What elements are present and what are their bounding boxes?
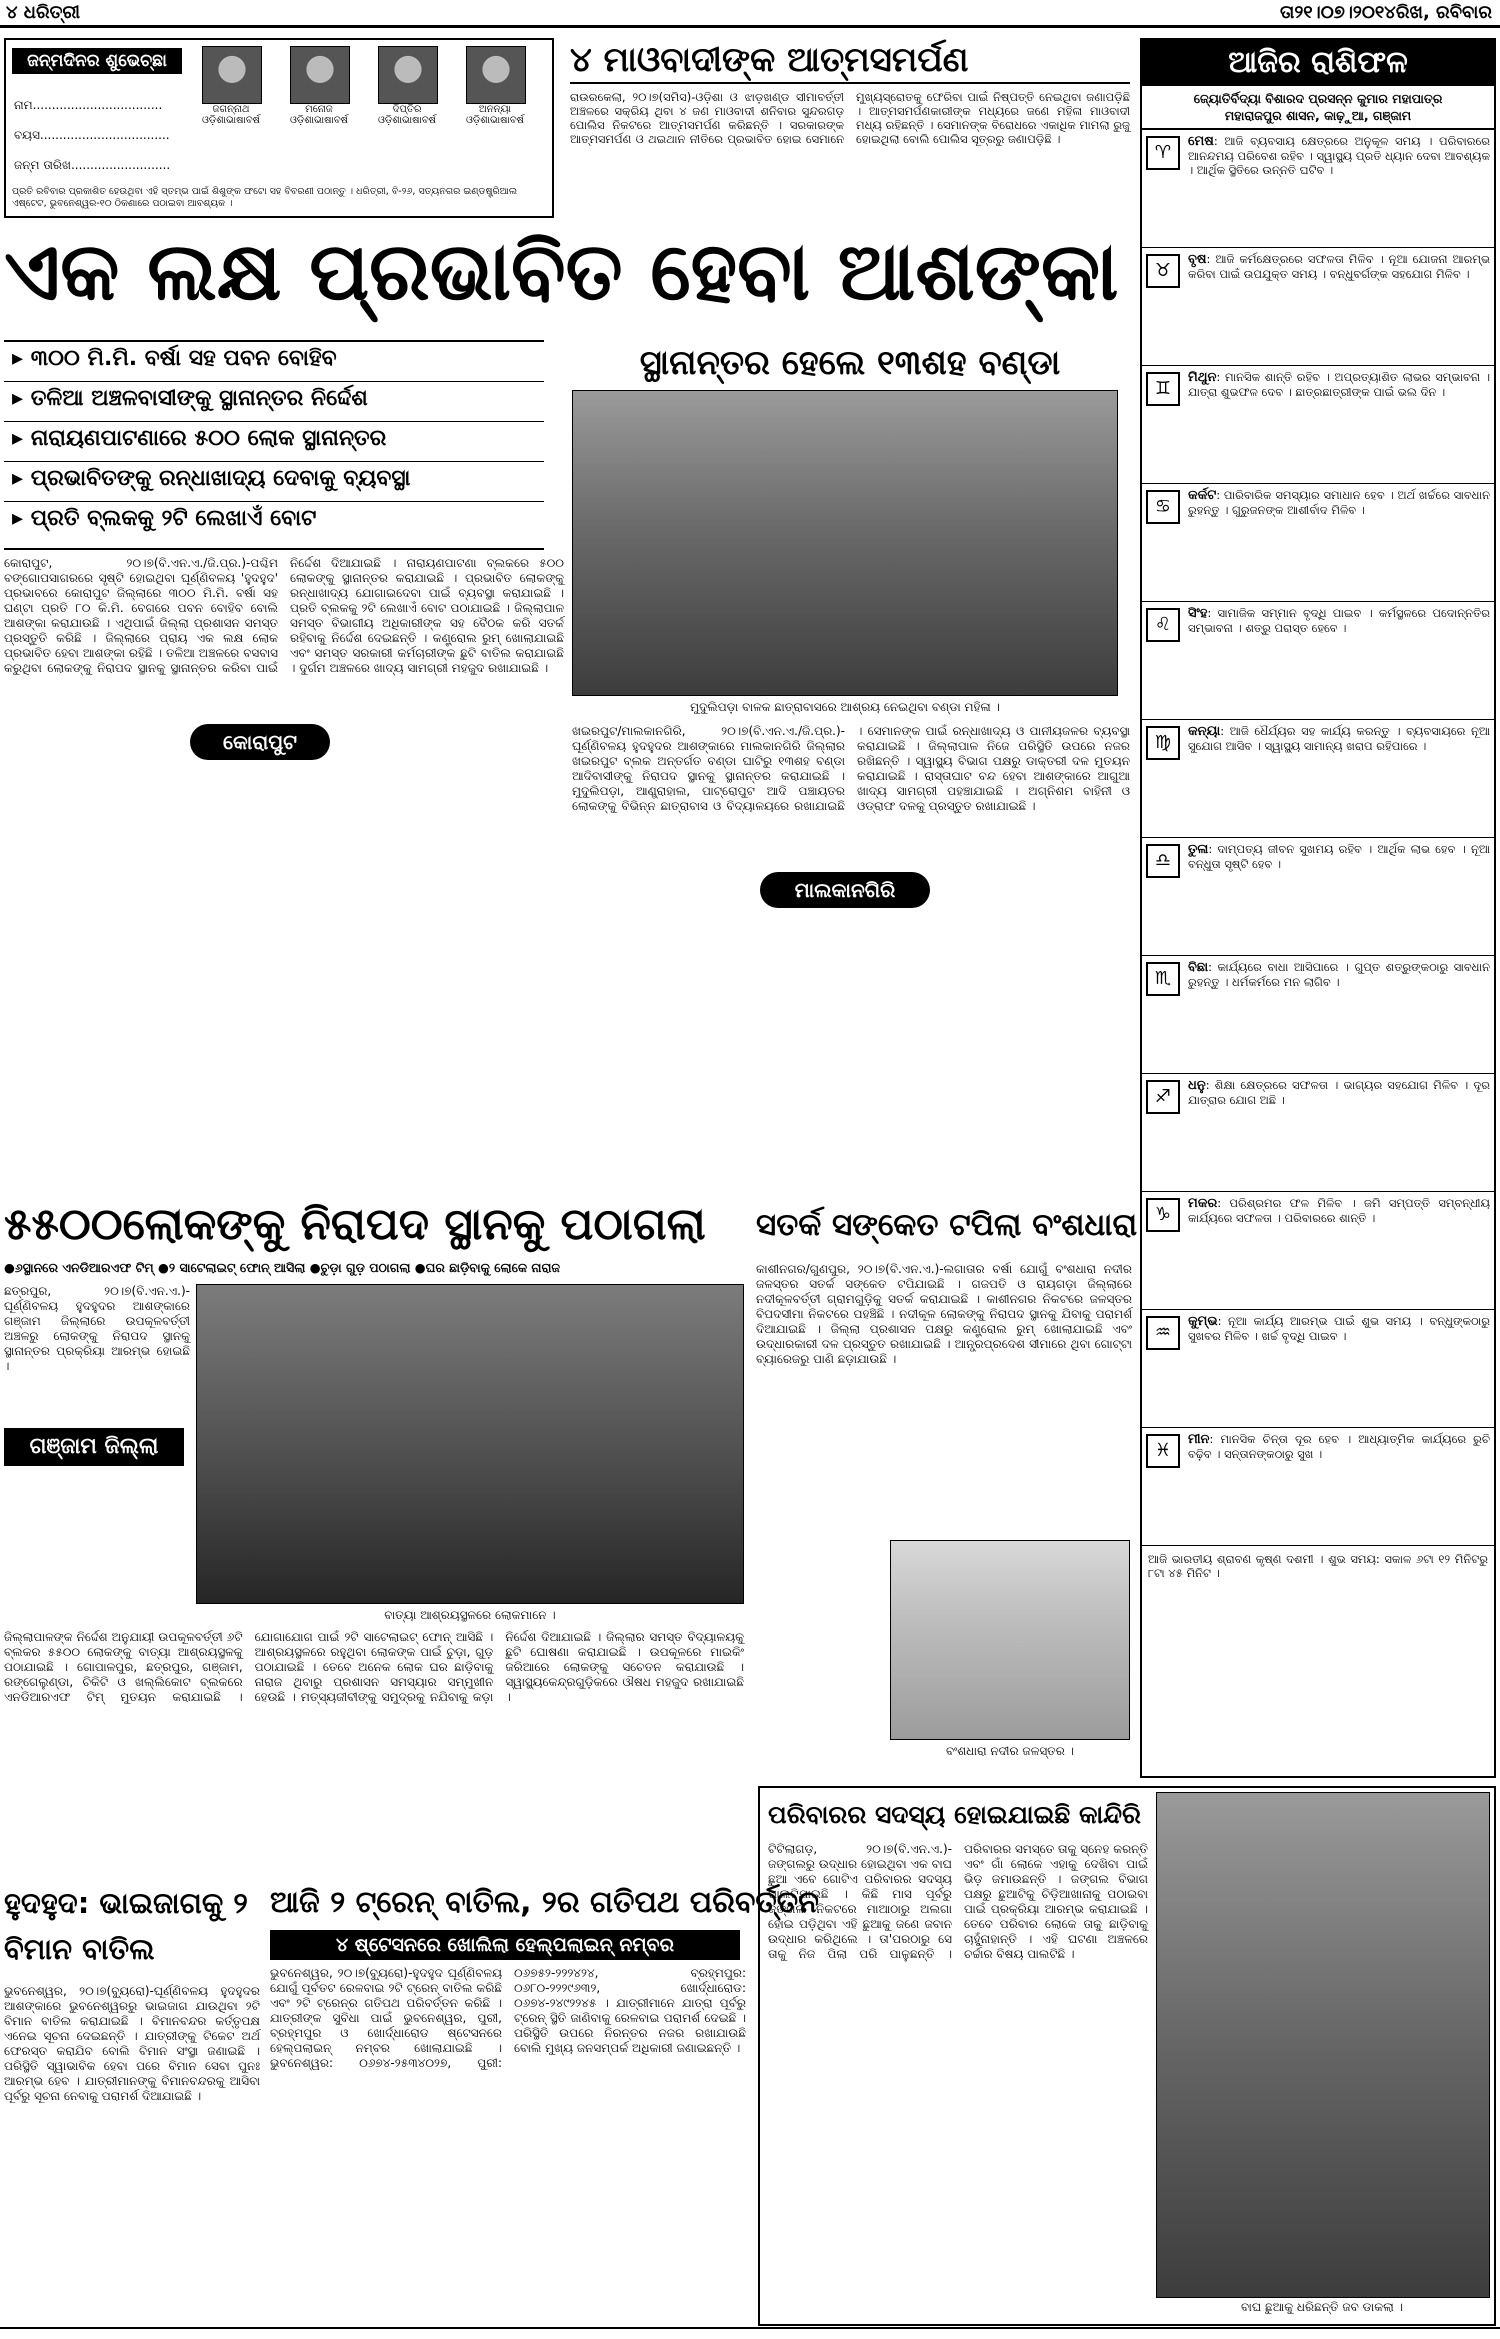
horoscope-byline: ଜ୍ୟୋତିର୍ବିଦ୍ୟା ବିଶାରଦ ପ୍ରସନ୍ନ କୁମାର ମହାପାତ୍ର ମହାରାଜପୁର ଶାସନ, କାଢ଼ୁଆ, ଗଞ୍ଜାମ <box>1142 86 1494 130</box>
scales-icon: ♎ <box>1146 844 1180 878</box>
sign-separator: : <box>1216 370 1225 384</box>
trains-subhead: ୪ ଷ୍ଟେସନରେ ଖୋଲିଲା ହେଲ୍ପଲାଇନ୍ ନମ୍ବର <box>270 1930 740 1960</box>
horoscope-sign <box>1142 956 1494 1074</box>
twins-icon: ♊ <box>1146 372 1180 406</box>
pot-icon: ♒ <box>1146 1316 1180 1350</box>
vamsadhara-body: କାଶୀନଗର/ଗୁଣପୁର, ୨୦।୭(ବି.ଏନ.ଏ.)-ଲଗାତାର ବର୍ଷା ଯୋଗୁଁ ବଂଶଧାରା ନଦୀର ଜଳସ୍ତର ସତର୍କ ସଙ୍କେତ ଟପିଯାଇଛି । ଗଜପତି ଓ ରାୟଗଡ଼ା ଜିଲ୍ଲାରେ ନଦୀକୂଳବର୍ତ୍ତୀ ଗ୍ରାମଗୁଡ଼ିକୁ ସତର୍କ କରାଯାଇଛି । କାଶୀନଗର ନିକଟରେ ଜଳସ୍ତର ବିପଦସୀମା ନିକଟରେ ପହଞ୍ଚିଛି । ନଦୀକୂଳ ଲୋକଙ୍କୁ ନିରାପଦ ସ୍ଥାନକୁ ଯିବାକୁ ପରାମର୍ଶ ଦିଆଯାଇଛି । ଜିଲ୍ଲା ପ୍ରଶାସନ ପକ୍ଷରୁ କଣ୍ଟ୍ରୋଲ ରୁମ୍ ଖୋଲାଯାଇଛି ଏବଂ ଉଦ୍ଧାରକାରୀ ଦଳ ପ୍ରସ୍ତୁତ ରଖାଯାଇଛି । ଆନ୍ଧ୍ରପ୍ରଦେଶ ସୀମାରେ ଥିବା ଗୋଟ୍ଟା ବ୍ୟାରେଜରୁ ପାଣି ଛଡ଼ାଯାଉଛି । <box>756 1262 1132 1366</box>
horoscope-sign <box>1142 602 1494 720</box>
main-headline: ଏକ ଲକ୍ଷ ପ୍ରଭାବିତ ହେବା ଆଶଙ୍କା <box>4 225 1119 318</box>
sign-name: ସିଂହ <box>1188 606 1208 621</box>
bullet-list <box>4 340 544 550</box>
family-caption: ବାଘ ଛୁଆକୁ ଧରିଛନ୍ତି ଜବ ଡାକଲା । <box>1240 2300 1404 2314</box>
sign-name: ମୀନ <box>1188 1432 1210 1447</box>
lion-icon: ♌ <box>1146 608 1180 642</box>
fish-icon: ♓ <box>1146 1434 1180 1468</box>
leopard-photo <box>1156 1792 1490 2298</box>
family-headline: ପରିବାରର ସଦସ୍ୟ ହୋଇଯାଇଛି କାନ୍ଦିରି <box>768 1800 1141 1829</box>
ganjam-body: ଜିଲ୍ଲାପାଳଙ୍କ ନିର୍ଦ୍ଦେଶ ଅନୁଯାୟୀ ଉପକୂଳବର୍ତ୍ତୀ ୬ଟି ବ୍ଲକର ୫୫୦୦ ଲୋକଙ୍କୁ ବାତ୍ୟା ଆଶ୍ରୟସ୍ଥଳକୁ ପଠାଯାଇଛି । ଗୋପାଳପୁର, ଛତ୍ରପୁର, ଗଞ୍ଜାମ, ରଙ୍ଗେଲୁଣ୍ଡା, ଚିକିଟି ଓ ଖଲ୍ଲିକୋଟ ବ୍ଲକରେ ଏନଡିଆରଏଫ ଟିମ୍ ମୁତୟନ କରାଯାଇଛି । ଯୋଗାଯୋଗ ପାଇଁ ୨ଟି ସାଟେଲାଇଟ୍ ଫୋନ୍ ଆସିଛି । ଆଶ୍ରୟସ୍ଥଳରେ ରହୁଥିବା ଲୋକଙ୍କ ପାଇଁ ଚୁଡ଼ା, ଗୁଡ଼ ପଠାଯାଇଛି । ତେବେ ଅନେକ ଲୋକ ଘର ଛାଡ଼ିବାକୁ ନାରାଜ ଥିବାରୁ ପ୍ରଶାସନ ସମସ୍ୟାର ସମ୍ମୁଖୀନ ହେଉଛି । ମତ୍ସ୍ୟଜୀବୀଙ୍କୁ ସମୁଦ୍ରକୁ ନଯିବାକୁ କଡ଼ା ନିର୍ଦ୍ଦେଶ ଦିଆଯାଇଛି । ଜିଲ୍ଲାର ସମସ୍ତ ବିଦ୍ୟାଳୟକୁ ଛୁଟି ଘୋଷଣା କରାଯାଇଛି । ଉପକୂଳରେ ମାଇକିଂ ଜରିଆରେ ଲୋକଙ୍କୁ ସଚେତନ କରାଯାଉଛି । ସ୍ୱାସ୍ଥ୍ୟକେନ୍ଦ୍ରଗୁଡ଼ିକରେ ଔଷଧ ମହଜୁଦ ରଖାଯାଇଛି । <box>4 1630 744 1704</box>
family-body: ଟିଟିଲାଗଡ଼, ୨୦।୭(ବି.ଏନ.ଏ.)-ଜଙ୍ଗଲରୁ ଉଦ୍ଧାର ହୋଇଥିବା ଏକ ବାଘ ଛୁଆ ଏବେ ଗୋଟିଏ ପରିବାରର ସଦସ୍ୟ ପାଲଟିଯାଇଛି । କିଛି ମାସ ପୂର୍ବରୁ ଜଙ୍ଗଲ ନିକଟରେ ମାଆଠାରୁ ଅଲଗା ହୋଇ ପଡ଼ିଥିବା ଏହି ଛୁଆକୁ ଜଣେ ଜବାନ ଉଦ୍ଧାର କରିଥିଲେ । ତା'ପରଠାରୁ ସେ ତାକୁ ନିଜ ପିଲା ପରି ପାଳୁଛନ୍ତି । ପରିବାରର ସମସ୍ତେ ତାକୁ ସ୍ନେହ କରନ୍ତି ଏବଂ ଗାଁ ଲୋକେ ଏହାକୁ ଦେଖିବା ପାଇଁ ଭିଡ଼ ଜମାଉଛନ୍ତି । ଜଙ୍ଗଲ ବିଭାଗ ପକ୍ଷରୁ ଛୁଆଟିକୁ ଚିଡ଼ିଆଖାନାକୁ ପଠାଇବା ପାଇଁ ପ୍ରକ୍ରିୟା ଆରମ୍ଭ କରାଯାଇଛି । ତେବେ ପରିବାର ଲୋକେ ତାକୁ ଛାଡ଼ିବାକୁ ଚାହୁଁନାହାନ୍ତି । ଏହି ଘଟଣା ଅଞ୍ଚଳରେ ଚର୍ଚ୍ଚାର ବିଷୟ ପାଲଟିଛି । <box>768 1842 1148 1961</box>
family-story <box>758 1786 1496 2326</box>
horoscope-sign <box>1142 720 1494 838</box>
child-photo <box>466 46 526 104</box>
maoist-body: ରାଉରକେଲା, ୨୦।୭(ସମିସ)-ଓଡ଼ିଶା ଓ ଝାଡ଼ଖଣ୍ଡ ସୀମାବର୍ତ୍ତୀ ଅଞ୍ଚଳରେ ସକ୍ରିୟ ଥିବା ୪ ଜଣ ମାଓବାଦୀ ଶନିବାର ସୁନ୍ଦରଗଡ଼ ପୋଲିସ ନିକଟରେ ଆତ୍ମସମର୍ପଣ କରିଛନ୍ତି । ସରକାରଙ୍କ ଆତ୍ମସମର୍ପଣ ଓ ଥଇଥାନ ନୀତିରେ ପ୍ରଭାବିତ ହୋଇ ସେମାନେ ମୁଖ୍ୟସ୍ରୋତକୁ ଫେରିବା ପାଇଁ ନିଷ୍ପତ୍ତି ନେଇଥିବା ଜଣାପଡ଼ିଛି । ଆତ୍ମସମର୍ପଣକାରୀଙ୍କ ମଧ୍ୟରେ ଜଣେ ମହିଳା ମାଓବାଦୀ ମଧ୍ୟ ରହିଛନ୍ତି । ସେମାନଙ୍କ ବିରୋଧରେ ଏକାଧିକ ମାମଲା ରୁଜୁ ହୋଇଥିଲା ବୋଲି ପୋଲିସ ସୂତ୍ରରୁ ଜଣାପଡ଼ିଛି । <box>570 90 1130 146</box>
child-note: ଓଡ଼ିଶାଭାଷାବର୍ଷ <box>201 115 261 126</box>
birthday-box <box>4 38 554 218</box>
sign-separator: : <box>1209 1432 1221 1446</box>
sign-separator: : <box>1207 606 1218 620</box>
goat-icon: ♑ <box>1146 1198 1180 1232</box>
child-name: ଜଗନ୍ନାଥ <box>212 104 250 115</box>
child-note: ଓଡ଼ିଶାଭାଷାବର୍ଷ <box>465 115 525 126</box>
sign-text: ଆଜି କର୍ମକ୍ଷେତ୍ରରେ ସଫଳତା ମିଳିବ । ନୂଆ ଯୋଜନା ଆରମ୍ଭ କରିବା ପାଇଁ ଉପଯୁକ୍ତ ସମୟ । ବନ୍ଧୁବର୍ଗଙ୍କ ସହଯୋଗ ମିଳିବ । <box>1188 252 1491 281</box>
horoscope-sign <box>1142 1428 1494 1546</box>
birthday-footnote: ପ୍ରତି ରବିବାର ପ୍ରକାଶିତ ହେଉଥିବା ଏହି ସ୍ତମ୍ଭ ପାଇଁ ଶିଶୁଙ୍କ ଫଟୋ ସହ ବିବରଣୀ ପଠାନ୍ତୁ । ଧରିତ୍ରୀ, ବି-୨୬, ସତ୍ୟନଗର ଇଣ୍ଡଷ୍ଟ୍ରିଆଲ ଏଷ୍ଟେଟ, ଭୁବନେଶ୍ୱର-୧୦ ଠିକଣାରେ ପଠାଇବା ଆବଶ୍ୟକ । <box>12 186 518 209</box>
ram-icon: ♈ <box>1146 136 1180 170</box>
flights-headline: ହୁଦହୁଦ: ଭାଇଜାଗକୁ ୨ ବିମାନ ବାତିଲ <box>4 1886 248 1966</box>
horoscope-sign <box>1142 1074 1494 1192</box>
sign-separator: : <box>1217 1196 1230 1210</box>
malkangiri-subhead: ସ୍ଥାନାନ୍ତର ହେଲେ ୧୩ଶହ ବଣ୍ଡା <box>639 343 1061 383</box>
ganjam-label: ଗଞ୍ଜାମ ଜିଲ୍ଲା <box>4 1428 184 1466</box>
bullet-item: ▸ ୩୦୦ ମି.ମି. ବର୍ଷା ସହ ପବନ ବୋହିବ <box>4 342 544 382</box>
trains-body: ଭୁବନେଶ୍ୱର, ୨୦।୭(ବ୍ୟୁରୋ)-ହୁଦହୁଦ ଘୂର୍ଣ୍ଣିବଳୟ ଯୋଗୁଁ ପୂର୍ବତଟ ରେଳବାଇ ୨ଟି ଟ୍ରେନ୍ ବାତିଲ କରିଛି ଏବଂ ୨ଟି ଟ୍ରେନ୍‌ର ଗତିପଥ ପରିବର୍ତ୍ତନ କରିଛି । ଯାତ୍ରୀଙ୍କ ସୁବିଧା ପାଇଁ ଭୁବନେଶ୍ୱର, ପୁରୀ, ବ୍ରହ୍ମପୁର ଓ ଖୋର୍ଦ୍ଧାରୋଡ ଷ୍ଟେସନରେ ହେଲ୍ପଲାଇନ୍ ନମ୍ବର ଖୋଲାଯାଇଛି । ଭୁବନେଶ୍ୱର: ୦୬୭୪-୨୫୩୪୦୨୭, ପୁରୀ: ୦୬୭୫୨-୨୨୨୪୨୪, ବ୍ରହ୍ମପୁର: ୦୬୮୦-୨୨୨୯୬୩୨, ଖୋର୍ଦ୍ଧାରୋଡ: ୦୬୭୪-୨୪୯୨୨୪୫ । ଯାତ୍ରୀମାନେ ଯାତ୍ରା ପୂର୍ବରୁ ଟ୍ରେନ୍ ସ୍ଥିତି ଜାଣିବାକୁ ରେଳବାଇ ପରାମର୍ଶ ଦେଇଛି । ପରିସ୍ଥିତି ଉପରେ ନିରନ୍ତର ନଜର ରଖାଯାଉଛି ବୋଲି ମୁଖ୍ୟ ଜନସମ୍ପର୍କ ଅଧିକାରୀ ଜଣାଇଛନ୍ତି । <box>270 1966 746 2070</box>
sign-name: କର୍କଟ <box>1188 488 1217 503</box>
malkangiri-tag: ମାଲକାନଗିରି <box>760 872 930 908</box>
bullet-text: ୩୦୦ ମି.ମି. ବର୍ଷା ସହ ପବନ ବୋହିବ <box>30 346 337 371</box>
maoist-story <box>570 38 1130 218</box>
bullet-item: ▸ ପ୍ରତି ବ୍ଲକକୁ ୨ଟି ଲେଖାଏଁ ବୋଟ <box>12 506 317 531</box>
sign-name: ମିଥୁନ <box>1188 370 1217 385</box>
ganjam-caption: ବାତ୍ୟା ଆଶ୍ରୟସ୍ଥଳରେ ଲୋକମାନେ । <box>384 1608 556 1622</box>
sign-text: ପାରିବାରିକ ସମସ୍ୟାର ସମାଧାନ ହେବ । ଅର୍ଥ ଖର୍ଚ୍ଚରେ ସାବଧାନ ରୁହନ୍ତୁ । ଗୁରୁଜନଙ୍କ ଆଶୀର୍ବାଦ ମିଳିବ । <box>1188 488 1490 517</box>
child-photo <box>378 46 438 104</box>
sign-text: ନୂଆ କାର୍ଯ୍ୟ ଆରମ୍ଭ ପାଇଁ ଶୁଭ ସମୟ । ବନ୍ଧୁଙ୍କଠାରୁ ସୁଖବର ମିଳିବ । ଖର୍ଚ୍ଚ ବୃଦ୍ଧି ପାଇବ । <box>1188 1314 1490 1343</box>
page-footer-rule <box>0 2327 1500 2339</box>
horoscope-sign <box>1142 484 1494 602</box>
sign-text: ସାମାଜିକ ସମ୍ମାନ ବୃଦ୍ଧି ପାଇବ । କର୍ମସ୍ଥଳରେ ପଦୋନ୍ନତିର ସମ୍ଭାବନା । ଶତ୍ରୁ ପରାସ୍ତ ହେବେ । <box>1188 606 1491 635</box>
child-name: ମନୋଜ <box>305 104 333 115</box>
sign-separator: : <box>1216 488 1224 502</box>
child-photo <box>290 46 350 104</box>
vamsadhara-headline: ସତର୍କ ସଙ୍କେତ ଟପିଲା ବଂଶଧାରା <box>756 1207 1138 1243</box>
ganjam-subline: ●୬ସ୍ଥାନରେ ଏନଡିଆରଏଫ ଟିମ୍ ●୨ ସାଟେଲାଇଟ୍ ଫୋନ୍ ଆସିଲା ●ଚୁଡ଼ା ଗୁଡ଼ ପଠାଗଲା ●ଘର ଛାଡ଼ିବାକୁ ଲୋକେ ନାରାଜ <box>4 1260 561 1275</box>
sign-name: ମେଷ <box>1188 134 1214 149</box>
sign-separator: : <box>1217 1314 1228 1328</box>
sign-text: ମାନସିକ ଶାନ୍ତି ରହିବ । ଅପ୍ରତ୍ୟାଶିତ ଲାଭର ସମ୍ଭାବନା । ଯାତ୍ରା ଶୁଭଫଳ ଦେବ । ଛାତ୍ରଛାତ୍ରୀଙ୍କ ପାଇଁ ଭଲ ଦିନ । <box>1188 370 1490 399</box>
birthday-field-name: ନାମ.................................. <box>14 98 163 112</box>
malkangiri-body: ଖଇରପୁଟ/ମାଲକାନଗିରି, ୨୦।୭(ବି.ଏନ.ଏ./ଜି.ପ୍ର.)-ଘୂର୍ଣ୍ଣିବଳୟ ହୁଦହୁଦର ଆଶଙ୍କାରେ ମାଲକାନଗିରି ଜିଲ୍ଲାର ଖଇରପୁଟ ବ୍ଲକ ଅନ୍ତର୍ଗତ ବଣ୍ଡା ଘାଟିରୁ ୧୩ଶହ ବଣ୍ଡା ଆଦିବାସୀଙ୍କୁ ନିରାପଦ ସ୍ଥାନକୁ ସ୍ଥାନାନ୍ତର କରାଯାଇଛି । ମୁଦୁଲିପଡ଼ା, ଆଣ୍ଡ୍ରାହାଲ, ପାଟ୍ରୋପୁଟ ଆଦି ପଞ୍ଚାୟତର ଲୋକଙ୍କୁ ବିଭିନ୍ନ ଛାତ୍ରାବାସ ଓ ବିଦ୍ୟାଳୟରେ ରଖାଯାଇଛି । ସେମାନଙ୍କ ପାଇଁ ରନ୍ଧାଖାଦ୍ୟ ଓ ପାନୀୟଜଳର ବ୍ୟବସ୍ଥା କରାଯାଇଛି । ଜିଲ୍ଲାପାଳ ନିଜେ ପରିସ୍ଥିତି ଉପରେ ନଜର ରଖିଛନ୍ତି । ସ୍ୱାସ୍ଥ୍ୟ ବିଭାଗ ପକ୍ଷରୁ ଡାକ୍ତରୀ ଦଳ ମୁତୟନ କରାଯାଇଛି । ରାସ୍ତାଘାଟ ବନ୍ଦ ହେବା ଆଶଙ୍କାରେ ଆଗୁଆ ଖାଦ୍ୟ ସାମଗ୍ରୀ ପହଞ୍ଚାଯାଇଛି । ଅଗ୍ନିଶମ ବାହିନୀ ଓ ଓଡ୍ରାଫ ଦଳକୁ ପ୍ରସ୍ତୁତ ରଖାଯାଇଛି । <box>572 724 1130 813</box>
sign-name: ଧନୁ <box>1188 1078 1206 1093</box>
malkangiri-photo <box>572 390 1118 696</box>
sign-separator: : <box>1208 842 1218 856</box>
horoscope-sign <box>1142 366 1494 484</box>
trains-headline: ଆଜି ୨ ଟ୍ରେନ୍ ବାତିଲ, ୨ର ଗତିପଥ ପରିବର୍ତ୍ତନ <box>270 1885 819 1920</box>
sign-text: ମାନସିକ ଚିନ୍ତା ଦୂର ହେବ । ଆଧ୍ୟାତ୍ମିକ କାର୍ଯ୍ୟରେ ରୁଚି ବଢ଼ିବ । ସନ୍ତାନଙ୍କଠାରୁ ସୁଖ । <box>1188 1432 1491 1461</box>
sign-text: ଆଜି ବ୍ୟବସାୟ କ୍ଷେତ୍ରରେ ଅନୁକୂଳ ସମୟ । ପରିବାରରେ ଆନନ୍ଦମୟ ପରିବେଶ ରହିବ । ସ୍ୱାସ୍ଥ୍ୟ ପ୍ରତି ଧ୍ୟାନ ଦେବା ଆବଶ୍ୟକ । ଆର୍ଥିକ ସ୍ଥିତିରେ ଉନ୍ନତି ଘଟିବ । <box>1188 134 1491 177</box>
page-number: ୪ ଧରିତ୍ରୀ <box>6 2 81 23</box>
maoist-headline: ୪ ମାଓବାଦୀଙ୍କ ଆତ୍ମସମର୍ପଣ <box>570 38 1130 84</box>
bullet-text: ନାରାୟଣପାଟଣାରେ ୫୦୦ ଲୋକ ସ୍ଥାନାନ୍ତର <box>30 426 387 451</box>
crab-icon: ♋ <box>1146 490 1180 524</box>
sign-name: ତୁଳା <box>1188 842 1209 857</box>
sign-name: କନ୍ୟା <box>1188 724 1221 739</box>
bullet-item: ▸ ପ୍ରଭାବିତଙ୍କୁ ରନ୍ଧାଖାଦ୍ୟ ଦେବାକୁ ବ୍ୟବସ୍ଥା <box>4 462 544 502</box>
horoscope-sign <box>1142 838 1494 956</box>
horoscope-signs <box>1142 130 1494 1546</box>
bull-icon: ♉ <box>1146 254 1180 288</box>
horoscope-title: ଆଜିର ରାଶିଫଳ <box>1142 40 1494 86</box>
sign-name: ମକର <box>1188 1196 1218 1211</box>
koraput-body: କୋରାପୁଟ, ୨୦।୭(ବି.ଏନ.ଏ./ଜି.ପ୍ର.)-ପଶ୍ଚିମ ବଙ୍ଗୋପସାଗରରେ ସୃଷ୍ଟି ହୋଇଥିବା ଘୂର୍ଣ୍ଣିବଳୟ 'ହୁଦହୁଦ' ପ୍ରଭାବରେ କୋରାପୁଟ ଜିଲ୍ଲାରେ ୩୦୦ ମି.ମି. ବର୍ଷା ସହ ଘଣ୍ଟା ପ୍ରତି ୮୦ କି.ମି. ବେଗରେ ପବନ ବୋହିବ ବୋଲି ଆଶଙ୍କା କରାଯାଉଛି । ଏଥିପାଇଁ ଜିଲ୍ଲା ପ୍ରଶାସନ ସମସ୍ତ ପ୍ରସ୍ତୁତି କରିଛି । ଜିଲ୍ଲାରେ ପ୍ରାୟ ଏକ ଲକ୍ଷ ଲୋକ ପ୍ରଭାବିତ ହେବା ଆଶଙ୍କା ରହିଛି । ତଳିଆ ଅଞ୍ଚଳରେ ବସବାସ କରୁଥିବା ଲୋକଙ୍କୁ ନିରାପଦ ସ୍ଥାନକୁ ସ୍ଥାନାନ୍ତର କରିବା ପାଇଁ ନିର୍ଦ୍ଦେଶ ଦିଆଯାଇଛି । ନାରାୟଣପାଟଣା ବ୍ଲକରେ ୫୦୦ ଲୋକଙ୍କୁ ସ୍ଥାନାନ୍ତର କରାଯାଇଛି । ପ୍ରଭାବିତ ଲୋକଙ୍କୁ ରନ୍ଧାଖାଦ୍ୟ ଯୋଗାଇଦେବା ପାଇଁ ବ୍ୟବସ୍ଥା କରାଯାଇଛି । ପ୍ରତି ବ୍ଲକକୁ ୨ଟି ଲେଖାଏଁ ବୋଟ ପଠାଯାଇଛି । ଜିଲ୍ଲାପାଳ ସମସ୍ତ ବିଭାଗୀୟ ଅଧିକାରୀଙ୍କ ସହ ବୈଠକ କରି ସତର୍କ ରହିବାକୁ ନିର୍ଦ୍ଦେଶ ଦେଇଛନ୍ତି । କଣ୍ଟ୍ରୋଲ ରୁମ୍ ଖୋଲାଯାଇଛି ଏବଂ ସମସ୍ତ ସରକାରୀ କର୍ମଚାରୀଙ୍କ ଛୁଟି ବାତିଲ କରାଯାଇଛି । ଦୁର୍ଗମ ଅଞ୍ଚଳରେ ଖାଦ୍ୟ ସାମଗ୍ରୀ ମହଜୁଦ ରଖାଯାଇଛି । <box>4 556 564 675</box>
child-note: ଓଡ଼ିଶାଭାଷାବର୍ଷ <box>377 115 437 126</box>
date-line: ତା୨୧।୦୭।୨୦୧୪ରିଖ, ରବିବାର <box>1280 2 1492 23</box>
sign-text: ଆଜି ଧୈର୍ଯ୍ୟର ସହ କାର୍ଯ୍ୟ କରନ୍ତୁ । ବ୍ୟବସାୟରେ ନୂଆ ସୁଯୋଗ ଆସିବ । ସ୍ୱାସ୍ଥ୍ୟ ସାମାନ୍ୟ ଖରାପ ରହିପାରେ । <box>1188 724 1491 753</box>
birthday-field-age: ବୟସ.................................. <box>14 128 170 142</box>
horoscope-sign <box>1142 130 1494 248</box>
sign-text: ଶିକ୍ଷା କ୍ଷେତ୍ରରେ ସଫଳତା । ଭାଗ୍ୟର ସହଯୋଗ ମିଳିବ । ଦୂର ଯାତ୍ରାର ଯୋଗ ଅଛି । <box>1188 1078 1491 1107</box>
sign-text: କାର୍ଯ୍ୟରେ ବାଧା ଆସିପାରେ । ଗୁପ୍ତ ଶତ୍ରୁଙ୍କଠାରୁ ସାବଧାନ ରୁହନ୍ତୁ । ଧର୍ମକର୍ମରେ ମନ ଲାଗିବ । <box>1188 960 1491 989</box>
ganjam-photo <box>196 1284 744 1604</box>
child-photo <box>202 46 262 104</box>
bullet-text: ପ୍ରଭାବିତଙ୍କୁ ରନ୍ଧାଖାଦ୍ୟ ଦେବାକୁ ବ୍ୟବସ୍ଥା <box>30 466 411 491</box>
horoscope-sign <box>1142 248 1494 366</box>
sign-separator: : <box>1220 724 1230 738</box>
bullet-text: ପ୍ରତି ବ୍ଲକକୁ ୨ଟି ଲେଖାଏଁ ବୋଟ <box>30 506 317 531</box>
horoscope-sign <box>1142 1192 1494 1310</box>
ganjam-headline: ୫୫୦୦ଲୋକଙ୍କୁ ନିରାପଦ ସ୍ଥାନକୁ ପଠାଗଲା <box>4 1199 706 1250</box>
bullet-item: ▸ ତଳିଆ ଅଞ୍ଚଳବାସୀଙ୍କୁ ସ୍ଥାନାନ୍ତର ନିର୍ଦ୍ଦେଶ <box>4 382 544 422</box>
scorpion-icon: ♏ <box>1146 962 1180 996</box>
vamsadhara-photo <box>890 1540 1130 1740</box>
birthday-field-date: ଜନ୍ମ ତାରିଖ.......................... <box>14 158 171 172</box>
archer-icon: ♐ <box>1146 1080 1180 1114</box>
sign-name: କୁମ୍ଭ <box>1188 1314 1218 1329</box>
sign-separator: : <box>1208 960 1218 974</box>
maiden-icon: ♍ <box>1146 726 1180 760</box>
vamsadhara-caption: ବଂଶଧାରା ନଦୀର ଜଳସ୍ତର । <box>945 1744 1075 1758</box>
ganjam-lead: ଛତ୍ରପୁର, ୨୦।୭(ବି.ଏନ.ଏ.)-ଘୂର୍ଣ୍ଣିବଳୟ ହୁଦହୁଦର ଆଶଙ୍କାରେ ଗଞ୍ଜାମ ଜିଲ୍ଲାରେ ଉପକୂଳବର୍ତ୍ତୀ ଅଞ୍ଚଳରୁ ଲୋକଙ୍କୁ ନିରାପଦ ସ୍ଥାନକୁ ସ୍ଥାନାନ୍ତର ପ୍ରକ୍ରିୟା ଆରମ୍ଭ ହୋଇଛି । <box>4 1284 190 1373</box>
panchang-note: ଆଜି ଭାରତୀୟ ଶ୍ରାବଣ କୃଷ୍ଣ ଦଶମୀ । ଶୁଭ ସମୟ: ସକାଳ ୬ଟା ୧୨ ମିନିଟରୁ ୮ଟା ୪୫ ମିନିଟ । <box>1148 1552 1488 1580</box>
horoscope-column <box>1140 38 1496 1778</box>
sign-name: ବିଛା <box>1188 960 1209 975</box>
flights-body: ଭୁବନେଶ୍ୱର, ୨୦।୭(ବ୍ୟୁରୋ)-ଘୂର୍ଣ୍ଣିବଳୟ ହୁଦହୁଦର ଆଶଙ୍କାରେ ଭୁବନେଶ୍ୱରରୁ ଭାଇଜାଗ ଯାଉଥିବା ୨ଟି ବିମାନ ବାତିଲ କରାଯାଇଛି । ବିମାନବନ୍ଦର କର୍ତ୍ତୃପକ୍ଷ ଏନେଇ ସୂଚନା ଦେଇଛନ୍ତି । ଯାତ୍ରୀଙ୍କୁ ଟିକେଟ ଅର୍ଥ ଫେରସ୍ତ କରାଯିବ ବୋଲି ବିମାନ ସଂସ୍ଥା ଜଣାଇଛି । ପରିସ୍ଥିତି ସ୍ୱାଭାବିକ ହେବା ପରେ ବିମାନ ସେବା ପୁନଃ ଆରମ୍ଭ ହେବ । ଯାତ୍ରୀମାନଙ୍କୁ ବିମାନବନ୍ଦରକୁ ଆସିବା ପୂର୍ବରୁ ସୂଚନା ନେବାକୁ ପରାମର୍ଶ ଦିଆଯାଇଛି । <box>4 1984 260 2103</box>
malkangiri-caption: ମୁଦୁଲିପଡ଼ା ବାଳକ ଛାତ୍ରାବାସରେ ଆଶ୍ରୟ ନେଇଥିବା ବଣ୍ଡା ମହିଳା । <box>690 700 1000 714</box>
sign-separator: : <box>1213 134 1225 148</box>
koraput-tag: କୋରାପୁଟ <box>190 724 330 760</box>
sign-separator: : <box>1206 252 1216 266</box>
child-name: ଅନନ୍ୟା <box>478 104 512 115</box>
child-note: ଓଡ଼ିଶାଭାଷାବର୍ଷ <box>289 115 349 126</box>
sign-text: ପରିଶ୍ରମର ଫଳ ମିଳିବ । ଜମି ସମ୍ପତ୍ତି ସମ୍ବନ୍ଧୀୟ କାର୍ଯ୍ୟରେ ସଫଳତା । ପରିବାରରେ ଶାନ୍ତି । <box>1188 1196 1491 1225</box>
sign-name: ବୃଷ <box>1188 252 1207 267</box>
page-header <box>0 0 1500 28</box>
horoscope-sign <box>1142 1310 1494 1428</box>
bullet-item: ▸ ନାରାୟଣପାଟଣାରେ ୫୦୦ ଲୋକ ସ୍ଥାନାନ୍ତର <box>4 422 544 462</box>
sign-text: ଦାମ୍ପତ୍ୟ ଜୀବନ ସୁଖମୟ ରହିବ । ଆର୍ଥିକ ଲାଭ ହେବ । ନୂଆ ବନ୍ଧୁତା ସୃଷ୍ଟି ହେବ । <box>1188 842 1490 871</box>
bullet-text: ତଳିଆ ଅଞ୍ଚଳବାସୀଙ୍କୁ ସ୍ଥାନାନ୍ତର ନିର୍ଦ୍ଦେଶ <box>30 386 368 411</box>
child-name: ଦିପ୍ତିର <box>392 104 422 115</box>
birthday-title: ଜନ୍ମଦିନର ଶୁଭେଚ୍ଛା <box>12 48 182 74</box>
sign-separator: : <box>1205 1078 1215 1092</box>
